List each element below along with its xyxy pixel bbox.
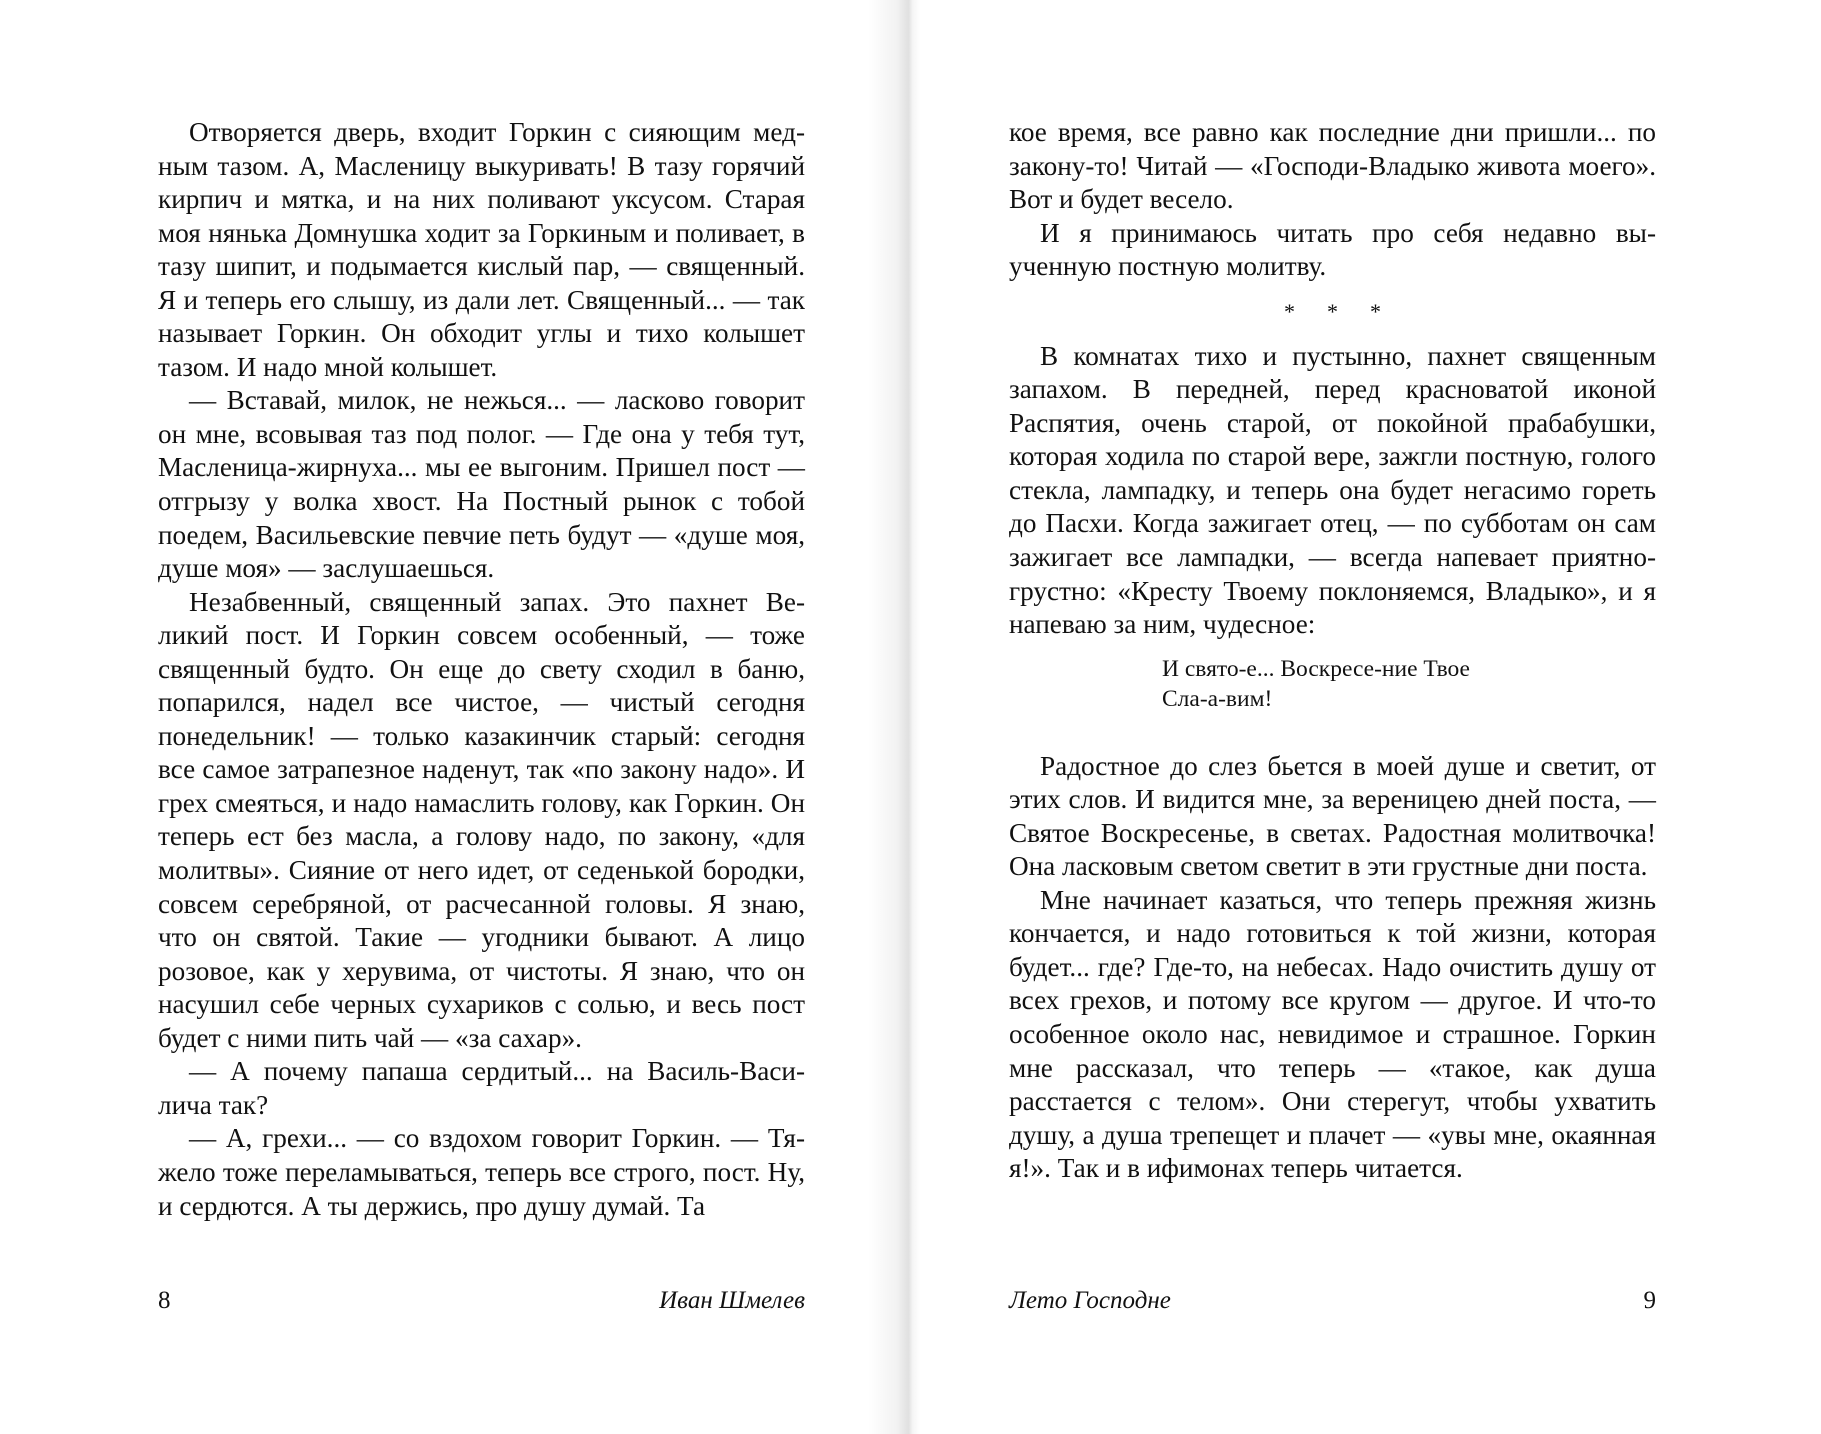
asterisk: * (1370, 298, 1381, 324)
asterisk: * (1327, 298, 1338, 324)
paragraph: — А почему папаша сердитый... на Василь-Василича так? (158, 1056, 805, 1120)
paragraph: — Вставай, милок, не нежься... — ласково говорит он мне, всовывая таз под полог. — Где она у тебя тут, Масленица-жирнуха... мы ее выгоним. Пришел пост — отгрызу у волка хвост. На Постный рынок с тобой поедем, Васильевские певчие петь будут — «душе моя, душе моя» — заслушаешься. (158, 385, 805, 584)
paragraph: В комнатах тихо и пустынно, пахнет священным запахом. В передней, перед красноватой иконой Распятия, очень старой, от покойной прабабушки, которая ходила по старой вере, зажгли постную, голого стекла, лампадку, и теперь она будет негасимо гореть до Пасхи. Когда зажигает отец, — по субботам он сам зажигает все лампадки, — всегда напевает приятно-грустно: «Кресту Твоему поклоняемся, Владыко», и я напеваю за ним, чудесное: (1009, 340, 1656, 640)
left-page-text (158, 116, 805, 1223)
paragraph: — А, грехи... — со вздохом говорит Горкин. — Тяжело тоже переламываться, теперь все строго, пост. Ну, и сердются. А ты держись, про душу думай. Та (158, 1123, 805, 1221)
paragraph-continued: кое время, все равно как последние дни пришли... по закону-то! Читай — «Господи-Владыко живота моего». Вот и будет весело. (1009, 117, 1656, 215)
left-page (0, 0, 908, 1434)
page-number: 8 (158, 1287, 171, 1314)
right-page-text (1009, 116, 1656, 1186)
page-number: 9 (1643, 1287, 1656, 1314)
verse-line: Сла-а-вим! (1162, 685, 1273, 712)
paragraph: Радостное до слез бьется в моей душе и светит, от этих слов. И видится мне, за вереницею дней поста, — Святое Воскресенье, в светах. Радостная молитвочка! Она ласковым светом светит в эти грустные дни поста. (1009, 750, 1656, 882)
paragraph: Мне начинает казаться, что теперь прежняя жизнь кончается, и надо готовиться к той жизни, которая будет... где? Где-то, на небесах. Надо очистить душу от всех грехов, и потому все кругом — другое. И что-то особенное около нас, невидимое и страшное. Горкин мне рассказал, что теперь — «такое, как душа расстается с телом». Они стерегут, чтобы ухватить душу, а душа трепещет и плачет — «увы мне, окаянная я!». Так и в ифимонах теперь читается. (1009, 884, 1656, 1184)
paragraph: Незабвенный, священный запах. Это пахнет Великий пост. И Горкин совсем особенный, — тоже священный будто. Он еще до свету сходил в баню, попарился, надел все чистое, — чистый сегодня понедельник! — только казакинчик старый: сегодня все самое затрапезное наденут, так «по закону надо». И грех смеяться, и надо намаслить голову, как Горкин. Он теперь ест без масла, а голову надо, по закону, «для молитвы». Сияние от него идет, от седенькой бородки, совсем серебряной, от расчесанной головы. Я знаю, что он святой. Такие — угодники бывают. А лицо розовое, как у херувима, от чистоты. Я знаю, что он насушил себе черных сухариков с солью, и весь пост будет с ними пить чай — «за сахар». (158, 586, 805, 1053)
running-head-author: Иван Шмелев (659, 1287, 805, 1314)
right-page (908, 0, 1821, 1434)
running-head-title: Лето Господне (1009, 1287, 1171, 1314)
book-gutter-shadow (868, 0, 920, 1434)
paragraph: Отворяется дверь, входит Горкин с сияющим медным тазом. А, Масленицу выкуривать! В тазу горячий кирпич и мятка, и на них поливают уксусом. Старая моя нянька Домнушка ходит за Горкиным и поливает, в тазу шипит, и подымается кислый пар, — священный. Я и теперь его слышу, из дали лет. Священный... — так называет Горкин. Он обходит углы и тихо колышет тазом. И надо мной колышет. (158, 117, 805, 382)
verse-line: И свято-е... Воскресе-ние Твое (1162, 655, 1470, 682)
section-break (1009, 284, 1656, 340)
asterisk: * (1284, 298, 1295, 324)
verse-quote (1162, 654, 1656, 714)
paragraph: И я принимаюсь читать про себя недавно выученную постную молитву. (1009, 217, 1656, 282)
